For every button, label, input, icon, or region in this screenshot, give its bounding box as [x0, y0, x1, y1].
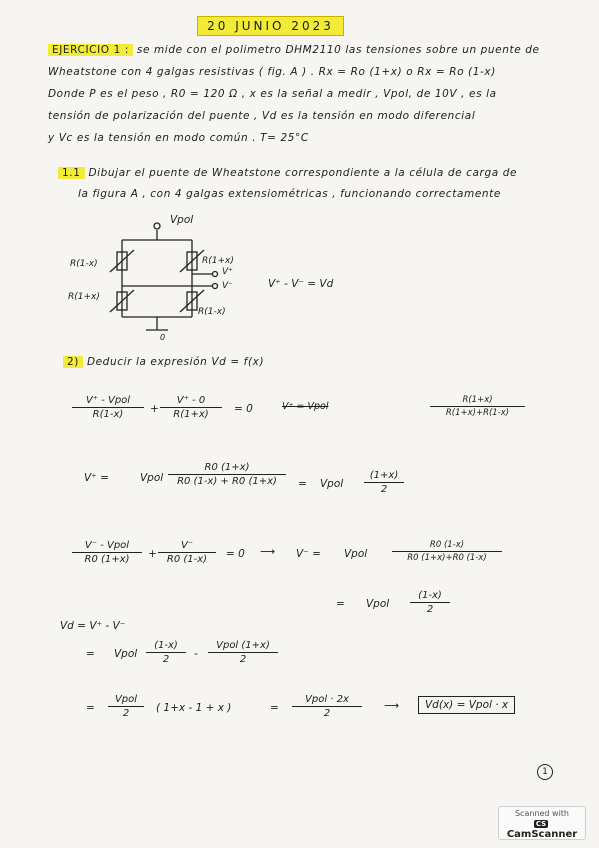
- exercise-line-5: y Vc es la tensión en modo común . T= 25°C: [48, 132, 309, 144]
- eq2-vpol-2: Vpol: [320, 478, 344, 490]
- final-result-box: Vd(x) = Vpol · x: [418, 696, 515, 714]
- exercise-text-1: se mide con el polimetro DHM2110 las tensiones sobre un puente de: [136, 44, 540, 56]
- resistor-bottom-right-label: R(1-x): [198, 307, 226, 317]
- eq1-fraction-3: R(1+x) R(1+x)+R(1-x): [430, 395, 525, 418]
- question-2-line: [63, 356, 264, 368]
- question-1-text-1: Dibujar el puente de Wheatstone correspondiente a la célula de carga de: [88, 167, 518, 179]
- final-equals-2: =: [270, 702, 279, 714]
- final-fraction-2: Vpol · 2x 2: [292, 694, 362, 719]
- watermark-brand: CSCamScanner: [506, 820, 578, 840]
- final-fraction-1: Vpol 2: [108, 694, 144, 719]
- exercise-line-2: Wheatstone con 4 galgas resistivas ( fig. A ) . Rx = Ro (1+x) o Rx = Ro (1-x): [48, 66, 496, 78]
- eq2-fraction: R0 (1+x) R0 (1-x) + R0 (1+x): [168, 462, 286, 487]
- eq3-fraction-2: V⁻ R0 (1-x): [158, 540, 216, 565]
- notebook-page: 20 JUNIO 2023 EJERCICIO 1 : se mide con el polimetro DHM2110 las tensiones sobre un puente de Wheatstone con 4 galgas resistivas ( fig. A ) . Rx = Ro (1+x) o Rx = Ro (1-x) Donde P es el peso , R0 = 120 Ω , x es la señal a medir , Vpol, de 10V , es la tensión de polarización del puente , Vd es la tensión en modo diferencial y Vc es la tensión en modo común . T= 25°C 1.1 Dibujar el puente de Wheatstone correspondiente a la célula de carga de la figura A , con 4 galgas extensiométricas , funcionando correctamente Vpol R(1-x) R(1+x) R(1+x) R(1-x) V⁺ V⁻ V⁺ - V⁻ = Vd 0 2) Deducir la expresión Vd = f(x) V⁺ - Vpol R(1-x) + V⁺ - 0 R(1+x) = 0 V⁺ = Vpol R(1+x) R(1+x)+R(1-x) V⁺ = Vpol R0 (1+x) R0 (1-x) + R0 (1+x) = Vpol (1+x) 2 V⁻ - Vpol R0 (1+x) + V⁻ R0 (1-x) = 0 ⟶ V⁻ = Vpol R0 (1-x) R0 (1+x)+R0 (1-x) = Vpol (1-x) 2 Vd = V⁺ - V⁻ = Vpol (1-x) 2 - Vpol (1+x) 2 = Vpol 2 ( 1+x - 1 + x ) = Vpol · 2x 2 ⟶ Vd(x) = Vpol · x 1 Scanned with CSCamScanner: [0, 0, 599, 848]
- eq1-fraction-2: V⁺ - 0 R(1+x): [160, 395, 222, 420]
- vpol-label: Vpol: [170, 214, 194, 226]
- eq2-lhs: V⁺ =: [84, 472, 109, 484]
- watermark-top-text: Scanned with: [514, 809, 570, 818]
- resistor-bottom-left-label: R(1+x): [68, 292, 100, 302]
- vminus-node-label: V⁻: [222, 281, 233, 291]
- eq3-vpol: Vpol: [344, 548, 368, 560]
- final-parenthesis: ( 1+x - 1 + x ): [156, 702, 232, 714]
- ground-label: 0: [160, 333, 166, 342]
- camscanner-watermark: [498, 806, 586, 840]
- eq3-fraction-3: R0 (1-x) R0 (1+x)+R0 (1-x): [392, 540, 502, 563]
- eq4-vpol: Vpol: [366, 598, 390, 610]
- final-arrow: ⟶: [384, 700, 400, 712]
- vd-fraction-2: Vpol (1+x) 2: [208, 640, 278, 665]
- question-2-text: Deducir la expresión Vd = f(x): [86, 356, 265, 368]
- eq4-equals: =: [336, 598, 345, 610]
- eq2-fraction-2: (1+x) 2: [364, 470, 404, 495]
- final-equals: =: [86, 702, 95, 714]
- question-1-line-2: la figura A , con 4 galgas extensiométricas , funcionando correctamente: [78, 188, 501, 200]
- eq2-vpol: Vpol: [140, 472, 164, 484]
- vd-vpol: Vpol: [114, 648, 138, 660]
- vd-definition: Vd = V⁺ - V⁻: [60, 620, 126, 632]
- exercise-line-4: tensión de polarización del puente , Vd es la tensión en modo diferencial: [48, 110, 476, 122]
- exercise-label: EJERCICIO 1 :: [48, 44, 133, 56]
- question-1-line-1: [58, 167, 517, 179]
- vd-fraction-1: (1-x) 2: [146, 640, 186, 665]
- question-2-label: 2): [63, 356, 83, 368]
- vd-minus: -: [194, 648, 198, 660]
- question-1-label: 1.1: [58, 167, 85, 179]
- eq1-equals: = 0: [234, 403, 253, 415]
- eq3-arrow: ⟶: [260, 546, 276, 558]
- vplus-node-label: V⁺: [222, 267, 233, 277]
- date-header: 20 JUNIO 2023: [197, 16, 344, 36]
- eq1-struck-term: V⁺ = Vpol: [282, 401, 329, 412]
- vd-equals: =: [86, 648, 95, 660]
- eq2-equals: =: [298, 478, 307, 490]
- resistor-top-left-label: R(1-x): [70, 259, 98, 269]
- resistor-top-right-label: R(1+x): [202, 256, 234, 266]
- page-number: 1: [537, 764, 553, 780]
- eq4-fraction: (1-x) 2: [410, 590, 450, 615]
- eq3-lhs: V⁻ =: [296, 548, 321, 560]
- camscanner-logo-icon: CS: [535, 820, 547, 828]
- exercise-line-1: [48, 44, 540, 56]
- eq3-equals: = 0: [226, 548, 245, 560]
- exercise-line-3: Donde P es el peso , R0 = 120 Ω , x es la señal a medir , Vpol, de 10V , es la: [48, 88, 497, 100]
- eq3-plus: +: [148, 548, 157, 560]
- eq3-fraction-1: V⁻ - Vpol R0 (1+x): [72, 540, 142, 565]
- eq1-fraction-1: V⁺ - Vpol R(1-x): [72, 395, 144, 420]
- bridge-output-equation: V⁺ - V⁻ = Vd: [268, 278, 334, 290]
